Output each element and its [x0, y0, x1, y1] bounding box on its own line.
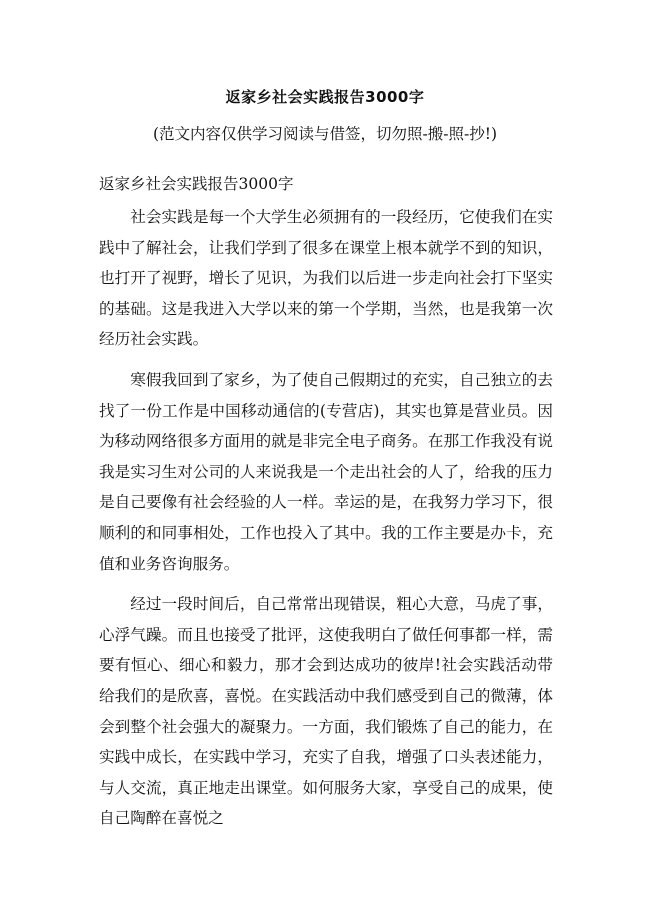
disclaimer-note: (范文内容仅供学习阅读与借签，切勿照-搬-照-抄!)	[152, 125, 498, 143]
paragraph: 寒假我回到了家乡，为了使自己假期过的充实，自己独立的去找了一份工作是中国移动通信的(专营店)，其实也算是营业员。因为移动网络很多方面用的就是非完全电子商务。在那工作我没有说我是实习生对公司的人来说我是一个走出社会的人了，给我的压力是自己要像有社会经验的人一样。幸运的是，在我努力学习下，很顺利的和同事相处，工作也投入了其中。我的工作主要是办卡，充值和业务咨询服务。	[99, 370, 553, 573]
body-text	[99, 202, 553, 834]
document-title: 返家乡社会实践报告3000字	[225, 88, 425, 106]
paragraph: 经过一段时间后，自己常常出现错误，粗心大意，马虎了事，心浮气躁。而且也接受了批评，这使我明白了做任何事都一样，需要有恒心、细心和毅力，那才会到达成功的彼岸!社会实践活动带给我们的是欣喜，喜悦。在实践活动中我们感受到自己的微薄，体会到整个社会强大的凝聚力。一方面，我们锻炼了自己的能力，在实践中成长，在实践中学习，充实了自我，增强了口头表述能力，与人交流，真正地走出课堂。如何服务大家，享受自己的成果，使自己陶醉在喜悦之	[99, 595, 553, 828]
paragraph: 社会实践是每一个大学生必须拥有的一段经历，它使我们在实践中了解社会，让我们学到了很多在课堂上根本就学不到的知识，也打开了视野，增长了见识，为我们以后进一步走向社会打下坚实的基础。这是我进入大学以来的第一个学期，当然，也是我第一次经历社会实践。	[99, 208, 553, 349]
section-heading: 返家乡社会实践报告3000字	[99, 175, 294, 193]
